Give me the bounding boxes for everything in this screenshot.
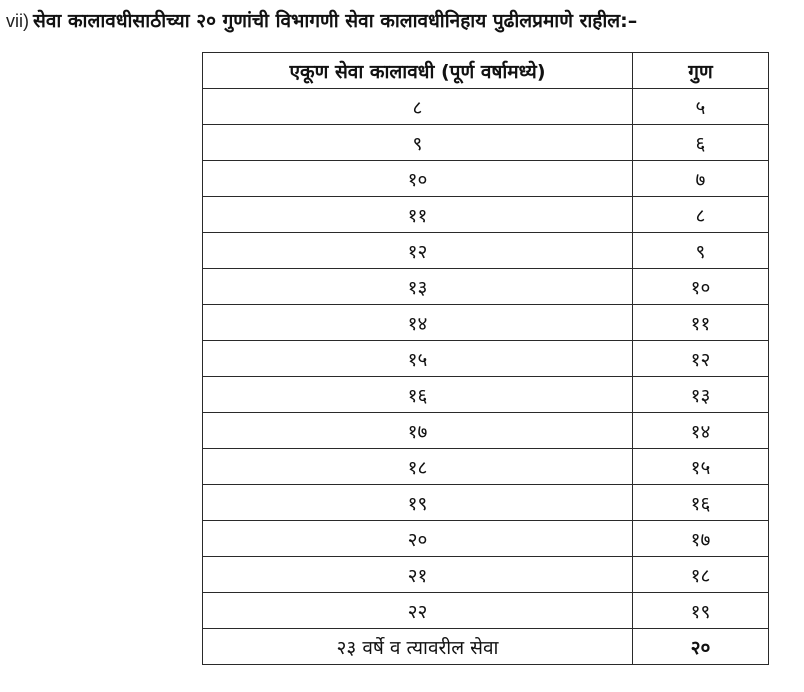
points-cell: २० [633, 629, 769, 665]
points-cell: ९ [633, 233, 769, 269]
points-cell: १४ [633, 413, 769, 449]
points-cell: ६ [633, 125, 769, 161]
table-row [203, 593, 769, 629]
points-cell: ७ [633, 161, 769, 197]
service-years-cell: ८ [203, 89, 633, 125]
points-cell: १३ [633, 377, 769, 413]
service-years-cell: १६ [203, 377, 633, 413]
table-row-final [203, 629, 769, 665]
section-heading-text: सेवा कालावधीसाठीच्या २० गुणांची विभागणी सेवा कालावधीनिहाय पुढीलप्रमाणे राहील:– [33, 10, 638, 32]
service-years-cell: २१ [203, 557, 633, 593]
points-cell: १८ [633, 557, 769, 593]
table-row [203, 161, 769, 197]
table-row [203, 305, 769, 341]
points-cell: १६ [633, 485, 769, 521]
section-heading [6, 4, 801, 38]
table-row [203, 557, 769, 593]
table-row [203, 197, 769, 233]
service-years-cell: १९ [203, 485, 633, 521]
table-row [203, 521, 769, 557]
service-years-cell: १३ [203, 269, 633, 305]
points-cell: १२ [633, 341, 769, 377]
service-years-cell: १५ [203, 341, 633, 377]
table-row [203, 125, 769, 161]
header-service-duration: एकूण सेवा कालावधी (पूर्ण वर्षामध्ये) [203, 53, 633, 89]
service-years-cell: ११ [203, 197, 633, 233]
service-years-cell: १७ [203, 413, 633, 449]
table-row [203, 233, 769, 269]
points-cell: १७ [633, 521, 769, 557]
service-years-cell: ९ [203, 125, 633, 161]
points-cell: ५ [633, 89, 769, 125]
table-row [203, 341, 769, 377]
points-cell: १९ [633, 593, 769, 629]
service-years-cell: २३ वर्षे व त्यावरील सेवा [203, 629, 633, 665]
section-number: vii) [6, 11, 29, 31]
table-row [203, 377, 769, 413]
service-years-cell: १० [203, 161, 633, 197]
header-points: गुण [633, 53, 769, 89]
points-cell: १० [633, 269, 769, 305]
service-years-cell: १४ [203, 305, 633, 341]
service-years-cell: १२ [203, 233, 633, 269]
table-row [203, 269, 769, 305]
table-row [203, 485, 769, 521]
service-years-cell: १८ [203, 449, 633, 485]
points-cell: १५ [633, 449, 769, 485]
service-years-cell: २० [203, 521, 633, 557]
points-cell: ११ [633, 305, 769, 341]
service-years-cell: २२ [203, 593, 633, 629]
table-header-row [203, 53, 769, 89]
table-row [203, 449, 769, 485]
table-row [203, 413, 769, 449]
table-row [203, 89, 769, 125]
service-points-table [202, 52, 769, 665]
points-cell: ८ [633, 197, 769, 233]
